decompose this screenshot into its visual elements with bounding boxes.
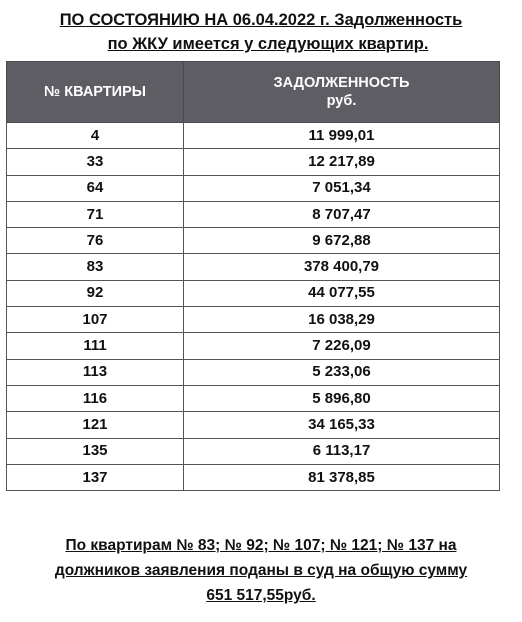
debt-amount-cell: 378 400,79 xyxy=(184,254,500,280)
table-row xyxy=(7,438,500,464)
column-header-apartment: № КВАРТИРЫ xyxy=(7,62,184,123)
apartment-number-cell: 137 xyxy=(7,464,184,490)
debt-amount-cell: 5 233,06 xyxy=(184,359,500,385)
table-row xyxy=(7,201,500,227)
apartment-number-cell: 83 xyxy=(7,254,184,280)
table-header-row xyxy=(7,62,500,123)
table-row xyxy=(7,333,500,359)
debt-amount-cell: 5 896,80 xyxy=(184,385,500,411)
debt-amount-cell: 7 051,34 xyxy=(184,175,500,201)
apartment-number-cell: 107 xyxy=(7,307,184,333)
apartment-number-cell: 111 xyxy=(7,333,184,359)
apartment-number-cell: 92 xyxy=(7,280,184,306)
apartment-number-cell: 76 xyxy=(7,228,184,254)
table-row xyxy=(7,307,500,333)
page-title xyxy=(0,8,522,56)
apartment-number-cell: 135 xyxy=(7,438,184,464)
debt-table xyxy=(6,61,500,491)
table-row xyxy=(7,412,500,438)
debt-amount-cell: 34 165,33 xyxy=(184,412,500,438)
footer-line-1: По квартирам № 83; № 92; № 107; № 121; № 137 на xyxy=(65,537,457,554)
apartment-number-cell: 4 xyxy=(7,123,184,149)
apartment-number-cell: 71 xyxy=(7,201,184,227)
title-line-1: ПО СОСТОЯНИЮ НА 06.04.2022 г. Задолженность xyxy=(59,11,463,29)
debt-amount-cell: 6 113,17 xyxy=(184,438,500,464)
debt-amount-cell: 11 999,01 xyxy=(184,123,500,149)
footer-line-2: должников заявления поданы в суд на общую сумму xyxy=(54,562,468,579)
table-body xyxy=(7,123,500,491)
table-row xyxy=(7,280,500,306)
apartment-number-cell: 113 xyxy=(7,359,184,385)
table-row xyxy=(7,149,500,175)
apartment-number-cell: 64 xyxy=(7,175,184,201)
footer-line-3: 651 517,55руб. xyxy=(206,587,316,604)
column-header-debt-label: ЗАДОЛЖЕННОСТЬ xyxy=(273,75,410,91)
debt-amount-cell: 7 226,09 xyxy=(184,333,500,359)
debt-amount-cell: 12 217,89 xyxy=(184,149,500,175)
table-row xyxy=(7,464,500,490)
apartment-number-cell: 116 xyxy=(7,385,184,411)
title-line-2: по ЖКУ имеется у следующих квартир. xyxy=(107,35,429,53)
table-row xyxy=(7,359,500,385)
table-row xyxy=(7,228,500,254)
table-row xyxy=(7,175,500,201)
debt-amount-cell: 44 077,55 xyxy=(184,280,500,306)
debt-amount-cell: 16 038,29 xyxy=(184,307,500,333)
footer-note xyxy=(0,533,522,608)
table-row xyxy=(7,254,500,280)
apartment-number-cell: 121 xyxy=(7,412,184,438)
debt-amount-cell: 8 707,47 xyxy=(184,201,500,227)
table-row xyxy=(7,123,500,149)
column-header-debt xyxy=(184,62,500,123)
debt-amount-cell: 81 378,85 xyxy=(184,464,500,490)
apartment-number-cell: 33 xyxy=(7,149,184,175)
column-header-debt-unit: руб. xyxy=(326,93,357,109)
debt-amount-cell: 9 672,88 xyxy=(184,228,500,254)
table-row xyxy=(7,385,500,411)
